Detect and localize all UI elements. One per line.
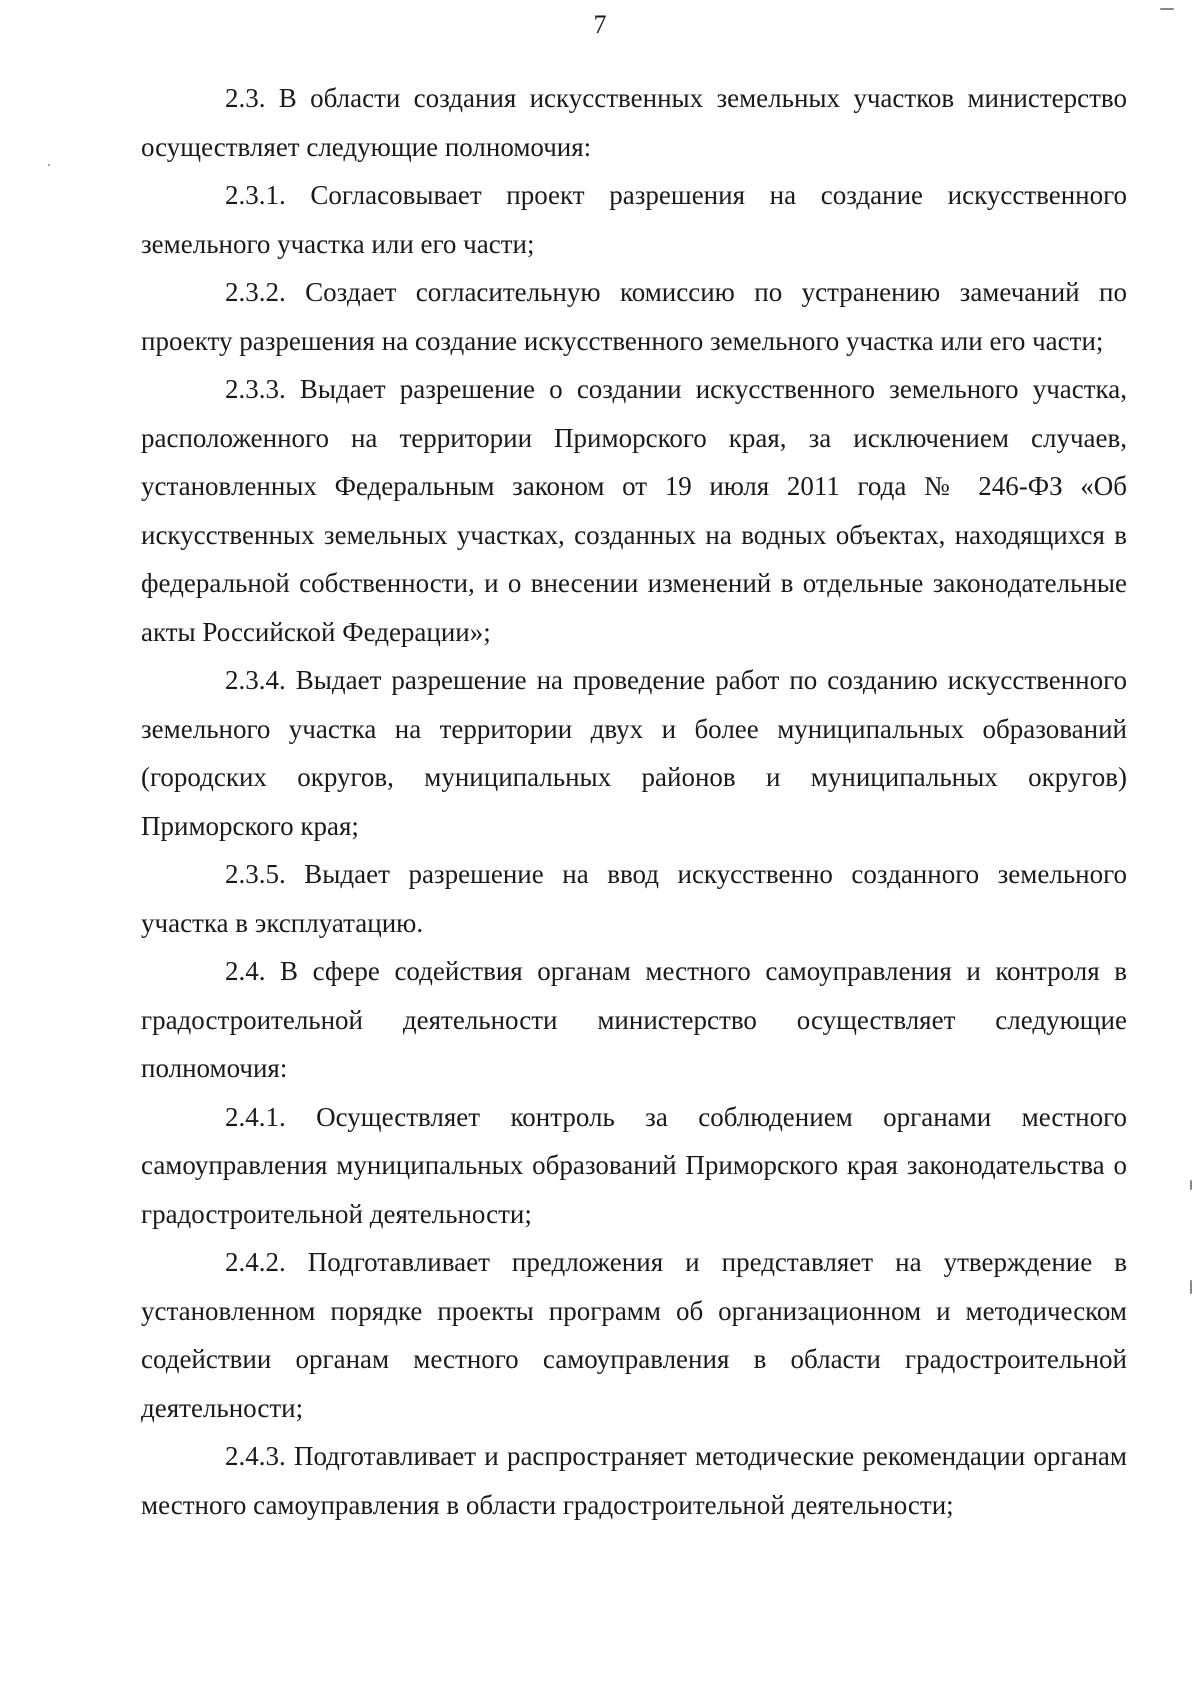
paragraph-2-4-1: 2.4.1. Осуществляет контроль за соблюдением органами местного самоуправления муниципальных образований Приморского края законодательства о градостроительной деятельности; — [141, 1101, 1127, 1229]
page-number: 7 — [593, 10, 607, 39]
paragraph-2-3: 2.3. В области создания искусственных земельных участков министерство осуществляет следующие полномочия: — [141, 83, 1127, 162]
paragraph-2-3-4: 2.3.4. Выдает разрешение на проведение работ по созданию искусственного земельного участка на территории двух и более муниципальных образований (городских округов, муниципальных районов и муниципальных округов) Приморского края; — [141, 665, 1127, 841]
scan-speck — [48, 164, 50, 166]
scan-speck — [1190, 1180, 1192, 1190]
paragraph-2-3-1: 2.3.1. Согласовывает проект разрешения на создание искусственного земельного участка или его части; — [141, 180, 1127, 259]
scan-speck — [1160, 8, 1174, 10]
paragraph-2-4-3: 2.4.3. Подготавливает и распространяет методические рекомендации органам местного самоуправления в области градостроительной деятельности; — [141, 1441, 1127, 1520]
paragraph-2-4: 2.4. В сфере содействия органам местного самоуправления и контроля в градостроительной деятельности министерство осуществляет следующие полномочия: — [141, 956, 1127, 1083]
paragraph-2-3-2: 2.3.2. Создает согласительную комиссию по устранению замечаний по проекту разрешения на создание искусственного земельного участка или его части; — [141, 277, 1127, 356]
document-body — [141, 74, 1127, 1529]
scan-speck — [1190, 1280, 1192, 1294]
paragraph-2-3-5: 2.3.5. Выдает разрешение на ввод искусственно созданного земельного участка в эксплуатацию. — [141, 859, 1127, 938]
paragraph-2-3-3: 2.3.3. Выдает разрешение о создании искусственного земельного участка, расположенного на территории Приморского края, за исключением случаев, установленных Федеральным законом от 19 июля 2011 года № 246-ФЗ «Об искусственных земельных участках, созданных на водных объектах, находящихся в федеральной собственности, и о внесении изменений в отдельные законодательные акты Российской Федерации»; — [141, 374, 1127, 647]
paragraph-2-4-2: 2.4.2. Подготавливает предложения и представляет на утверждение в установленном порядке проекты программ об организационном и методическом содействии органам местного самоуправления в области градостроительной деятельности; — [141, 1247, 1127, 1423]
